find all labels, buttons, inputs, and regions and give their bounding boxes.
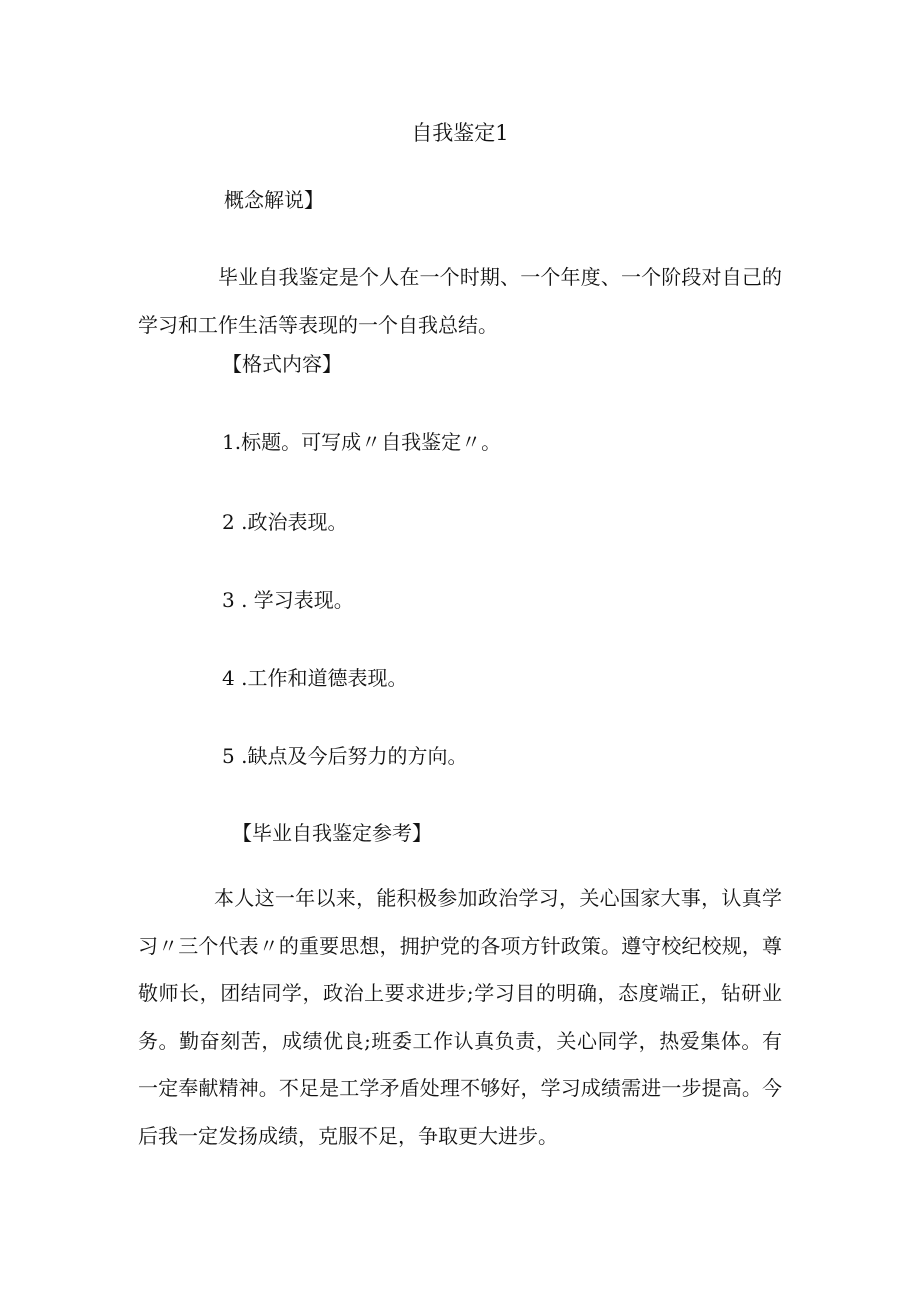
- format-item-3: 3 . 学习表现。: [222, 588, 354, 612]
- format-item-5: 5 .缺点及今后努力的方向。: [222, 744, 468, 768]
- reference-heading: 【毕业自我鉴定参考】: [232, 821, 432, 845]
- format-item-2: 2 .政治表现。: [222, 510, 348, 534]
- format-item-1: 1.标题。可写成〃自我鉴定〃。: [222, 430, 502, 454]
- concept-heading: 概念解说】: [224, 188, 324, 212]
- document-title: 自我鉴定1: [411, 121, 509, 145]
- format-heading: 【格式内容】: [222, 352, 342, 376]
- concept-paragraph: 毕业自我鉴定是个人在一个时期、一个年度、一个阶段对自己的学习和工作生活等表现的一个自我总结。: [138, 265, 782, 337]
- format-item-4: 4 .工作和道德表现。: [222, 666, 408, 690]
- reference-paragraph: 本人这一年以来，能积极参加政治学习，关心国家大事，认真学习〃三个代表〃的重要思想，拥护党的各项方针政策。遵守校纪校规，尊敬师长，团结同学，政治上要求进步;学习目的明确，态度端正，钻研业务。勤奋刻苦，成绩优良;班委工作认真负责，关心同学，热爱集体。有一定奉献精神。不足是工学矛盾处理不够好，学习成绩需进一步提高。今后我一定发扬成绩，克服不足，争取更大进步。: [138, 886, 782, 1148]
